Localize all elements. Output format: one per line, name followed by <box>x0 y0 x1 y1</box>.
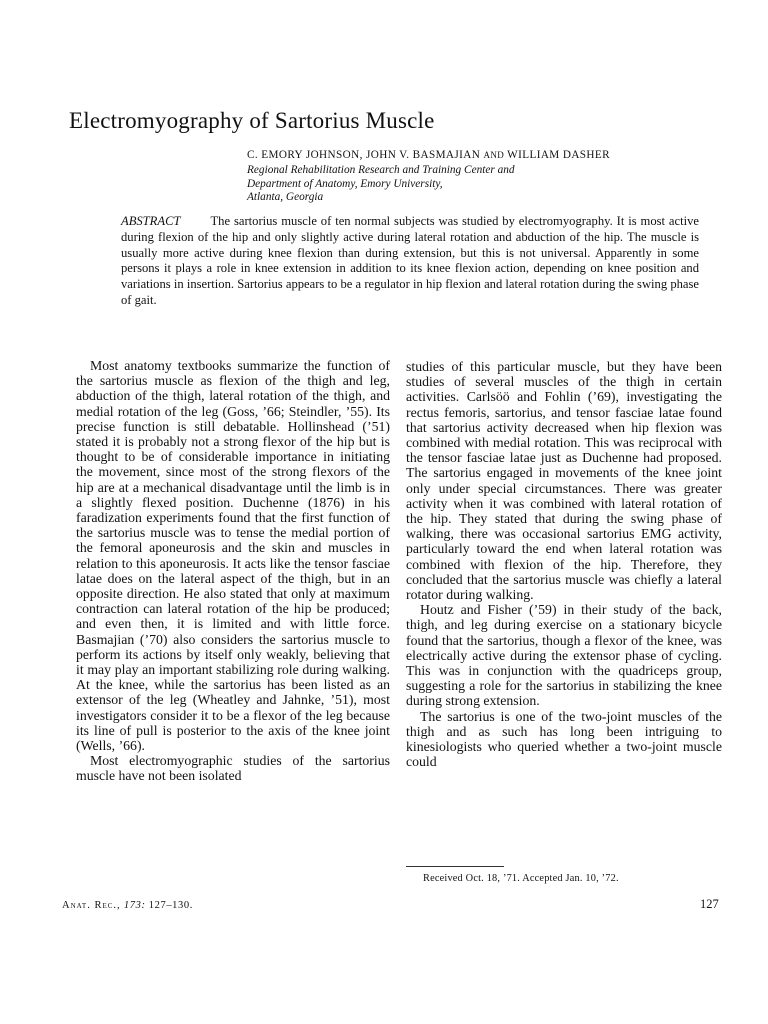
body-paragraph: The sartorius is one of the two-joint muscles of the thigh and as such has long been intriguing to kinesiologists who queried whether a two-joint muscle could <box>406 708 722 770</box>
abstract-label: ABSTRACT <box>121 214 181 228</box>
author-names-2: WILLIAM DASHER <box>507 149 610 161</box>
journal-pages: 127–130. <box>148 900 193 911</box>
journal-volume: 173: <box>123 900 146 911</box>
journal-citation <box>62 900 193 911</box>
body-paragraph: Most electromyographic studies of the sartorius muscle have not been isolated <box>76 753 390 784</box>
affiliation-line-3: Atlanta, Georgia <box>247 191 324 203</box>
affiliation-line-1: Regional Rehabilitation Research and Training Center and <box>247 164 515 176</box>
author-names-1: C. EMORY JOHNSON, JOHN V. BASMAJIAN <box>247 149 481 161</box>
body-paragraph: studies of this particular muscle, but they have been studies of several muscles of the thigh in certain activities. Carlsöö and Fohlin (’69), investigating the rectus femoris, sartorius, and tensor fasciae latae found that sartorius activity decreased when hip flexion was combined with medial rotation. This was reciprocal with the tensor fasciae latae just as Duchenne had proposed. The sartorius engaged in movements of the knee joint only under special circumstances. There was greater activity when it was combined with lateral rotation of the hip. They stated that during the swing phase of walking, there was occasional sartorius EMG activity, particularly toward the end when lateral rotation was combined with flexion of the hip. Therefore, they concluded that the sartorius muscle was chiefly a lateral rotator during walking. <box>406 359 722 603</box>
body-column-right <box>406 359 722 769</box>
affiliation <box>247 164 515 205</box>
footnote-rule <box>406 866 504 867</box>
received-note: Received Oct. 18, ’71. Accepted Jan. 10, ’72. <box>423 873 619 884</box>
abstract-text: The sartorius muscle of ten normal subjects was studied by electromyography. It is most active during flexion of the hip and only slightly active during lateral rotation and abduction of the hip. The muscle is usually more active during knee flexion than during extension, but this is not universal. Apparently in some persons it plays a role in knee extension in addition to its knee flexion action, depending on knee position and variations in insertion. Sartorius appears to be a regulator in hip flexion and lateral rotation during the swing phase of gait. <box>121 214 699 307</box>
journal-name: Anat. Rec., <box>62 900 121 911</box>
author-and: AND <box>483 150 505 160</box>
affiliation-line-2: Department of Anatomy, Emory University, <box>247 177 443 190</box>
body-paragraph: Most anatomy textbooks summarize the function of the sartorius muscle as flexion of the thigh and leg, abduction of the thigh, lateral rotation of the thigh, and medial rotation of the leg (Goss, ’66; Steindler, ’55). Its precise function is still debatable. Hollinshead (’51) stated it is probably not a strong flexor of the hip but is thought to be of considerable importance in initiating the movement, since most of the strong flexors of the hip are at a mechanical disadvantage until the limb is in a slightly flexed position. Duchenne (1876) in his faradization experiments found that the first function of the sartorius muscle was to tense the medial portion of the femoral aponeurosis and the skin and muscles in relation to this aponeurosis. It acts like the tensor fasciae latae does on the lateral aspect of the thigh, but in an opposite direction. He also stated that only at maximum contraction can lateral rotation of the hip be produced; and even then, it is limited and with little force. Basmajian (’70) also considers the sartorius muscle to perform its actions by itself only weakly, believing that it may play an important stabilizing role during walking. At the knee, while the sartorius has been listed as an extensor of the leg (Wheatley and Jahnke, ’51), most investigators consider it to be a flexor of the leg because its line of pull is posterior to the axis of the knee joint (Wells, ’66). <box>76 358 390 754</box>
page-number: 127 <box>700 897 719 911</box>
abstract <box>121 214 699 309</box>
paper-title: Electromyography of Sartorius Muscle <box>69 108 435 133</box>
body-column-left <box>76 358 390 784</box>
author-list <box>247 149 610 161</box>
body-paragraph: Houtz and Fisher (’59) in their study of the back, thigh, and leg during exercise on a stationary bicycle found that the sartorius, though a flexor of the knee, was electrically active during the extensor phase of cycling. This was in conjunction with the quadriceps group, suggesting a role for the sartorius in stabilizing the knee during strong extension. <box>406 602 722 709</box>
